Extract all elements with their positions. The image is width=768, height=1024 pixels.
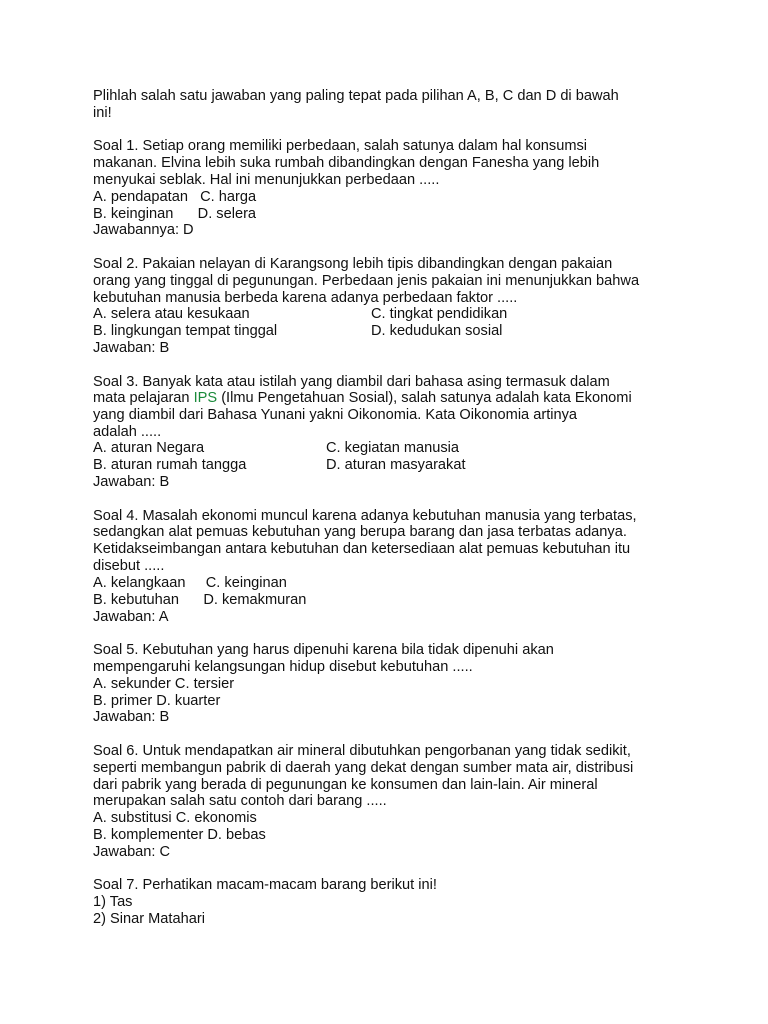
q1-text-line-1: Soal 1. Setiap orang memiliki perbedaan, salah satunya dalam hal konsumsi <box>93 138 588 154</box>
q6-answer: Jawaban: C <box>93 844 171 860</box>
q6-text-line-2: seperti membangun pabrik di daerah yang dekat dengan sumber mata air, distribusi <box>93 760 634 776</box>
q3-text-line-2 <box>93 390 632 407</box>
q3-text-line-1: Soal 3. Banyak kata atau istilah yang diambil dari bahasa asing termasuk dalam <box>93 374 610 390</box>
q4-text-line-1: Soal 4. Masalah ekonomi muncul karena adanya kebutuhan manusia yang terbatas, <box>93 508 637 524</box>
q6-options-bd: B. komplementer D. bebas <box>93 827 266 843</box>
q7-text: Soal 7. Perhatikan macam-macam barang berikut ini! <box>93 877 437 893</box>
q2-option-d: D. kedudukan sosial <box>371 323 503 339</box>
q4-answer: Jawaban: A <box>93 609 169 625</box>
q6-options-ac: A. substitusi C. ekonomis <box>93 810 257 826</box>
q7-item-2: 2) Sinar Matahari <box>93 911 205 927</box>
q6-text-line-3: dari pabrik yang berada di pegunungan ke konsumen dan lain-lain. Air mineral <box>93 777 598 793</box>
q1-options-ac: A. pendapatan C. harga <box>93 189 257 205</box>
q2-text-line-1: Soal 2. Pakaian nelayan di Karangsong lebih tipis dibandingkan dengan pakaian <box>93 256 613 272</box>
q2-option-a: A. selera atau kesukaan <box>93 306 250 322</box>
q6-text-line-4: merupakan salah satu contoh dari barang ..... <box>93 793 387 809</box>
q3-text-line-3: yang diambil dari Bahasa Yunani yakni Oikonomia. Kata Oikonomia artinya <box>93 407 578 423</box>
q3-line2-suffix: (Ilmu Pengetahuan Sosial), salah satunya adalah kata Ekonomi <box>217 390 632 406</box>
q1-text-line-3: menyukai seblak. Hal ini menunjukkan perbedaan ..... <box>93 172 440 188</box>
q5-text-line-2: mempengaruhi kelangsungan hidup disebut kebutuhan ..... <box>93 659 473 675</box>
instruction-line-1: Plihlah salah satu jawaban yang paling tepat pada pilihan A, B, C dan D di bawah <box>93 88 619 104</box>
q3-option-d: D. aturan masyarakat <box>326 457 466 473</box>
q1-options-bd: B. keinginan D. selera <box>93 206 257 222</box>
ips-link[interactable]: IPS <box>193 390 218 406</box>
q5-text-line-1: Soal 5. Kebutuhan yang harus dipenuhi karena bila tidak dipenuhi akan <box>93 642 554 658</box>
q4-options-ac: A. kelangkaan C. keinginan <box>93 575 287 591</box>
q3-option-c: C. kegiatan manusia <box>326 440 460 456</box>
q1-text-line-2: makanan. Elvina lebih suka rumbah dibandingkan dengan Fanesha yang lebih <box>93 155 600 171</box>
q1-answer: Jawabannya: D <box>93 222 194 238</box>
q5-answer: Jawaban: B <box>93 709 170 725</box>
q3-line2-prefix: mata pelajaran <box>93 390 194 406</box>
q5-options-bd: B. primer D. kuarter <box>93 693 221 709</box>
q4-text-line-4: disebut ..... <box>93 558 165 574</box>
q4-text-line-2: sedangkan alat pemuas kebutuhan yang berupa barang dan jasa terbatas adanya. <box>93 524 627 540</box>
instruction-line-2: ini! <box>93 105 112 121</box>
q3-option-b: B. aturan rumah tangga <box>93 457 247 473</box>
q4-text-line-3: Ketidakseimbangan antara kebutuhan dan ketersediaan alat pemuas kebutuhan itu <box>93 541 631 557</box>
q2-option-b: B. lingkungan tempat tinggal <box>93 323 278 339</box>
q2-option-c: C. tingkat pendidikan <box>371 306 508 322</box>
q5-options-ac: A. sekunder C. tersier <box>93 676 235 692</box>
q4-options-bd: B. kebutuhan D. kemakmuran <box>93 592 307 608</box>
q7-item-1: 1) Tas <box>93 894 133 910</box>
q3-option-a: A. aturan Negara <box>93 440 205 456</box>
q3-answer: Jawaban: B <box>93 474 170 490</box>
q2-text-line-3: kebutuhan manusia berbeda karena adanya perbedaan faktor ..... <box>93 290 518 306</box>
q3-text-line-4: adalah ..... <box>93 424 162 440</box>
q6-text-line-1: Soal 6. Untuk mendapatkan air mineral dibutuhkan pengorbanan yang tidak sedikit, <box>93 743 631 759</box>
q2-text-line-2: orang yang tinggal di pegunungan. Perbedaan jenis pakaian ini menunjukkan bahwa <box>93 273 640 289</box>
q2-answer: Jawaban: B <box>93 340 170 356</box>
